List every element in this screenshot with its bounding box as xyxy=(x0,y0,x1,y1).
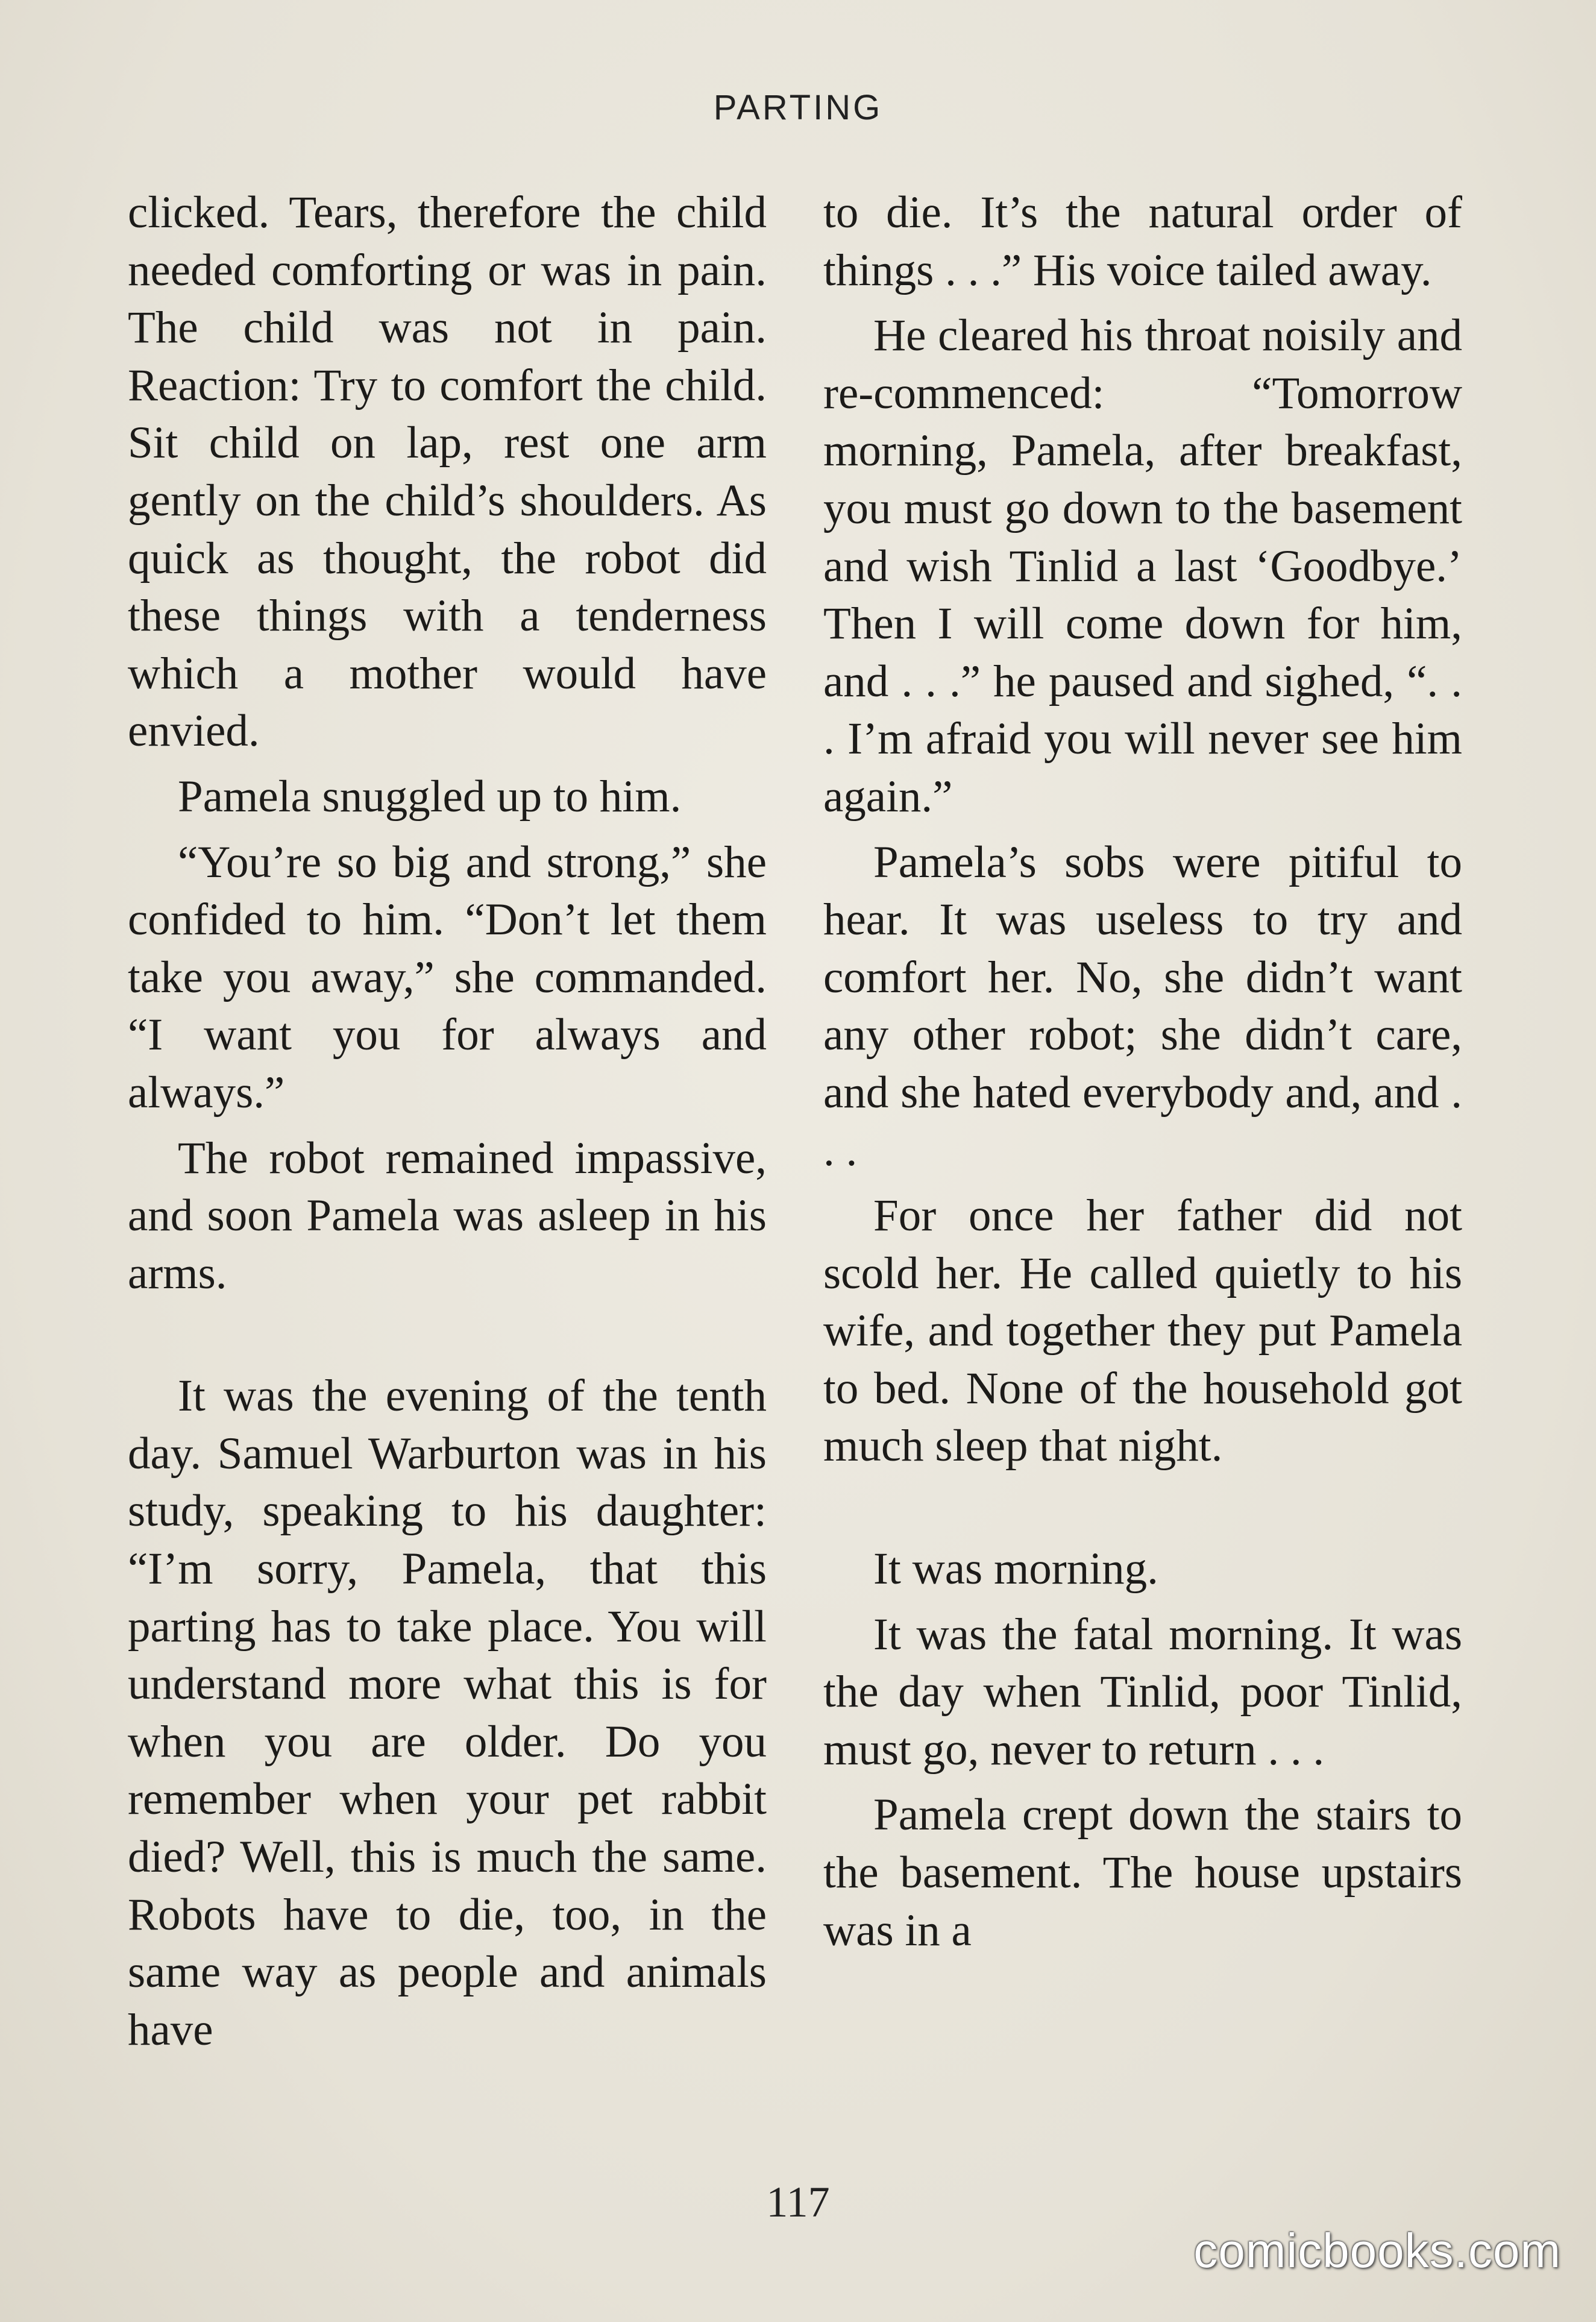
paragraph: Pamela’s sobs were pitiful to hear. It was useless to try and comfort her. No, she didn’t want any other robot; she didn’t care, and she hated everybody and, and . . . xyxy=(823,837,1462,1175)
section-break xyxy=(823,1483,1462,1540)
running-head: PARTING xyxy=(713,88,883,127)
paragraph: Pamela snuggled up to him. xyxy=(178,771,682,822)
paragraph: He cleared his throat noisily and re-commenced: “Tomorrow morning, Pamela, after breakfast, you must go down to the basement and wish Tinlid a last ‘Goodbye.’ Then I will come down for him, and . . .” he paused and sighed, “. . . I’m afraid you will never see him again.” xyxy=(823,310,1462,822)
paragraph: It was the evening of the tenth day. Samuel Warburton was in his study, speaking to his daughter: “I’m sorry, Pamela, that this parting has to take place. You will understand more what this is for when you are older. Do you remember when your pet rabbit died? Well, this is much the same. Robots have to die, too, in the same way as people and animals have xyxy=(128,1371,767,2055)
section-break xyxy=(128,1310,767,1367)
paragraph: It was the fatal morning. It was the day when Tinlid, poor Tinlid, must go, never to return . . . xyxy=(823,1609,1462,1775)
page-number: 117 xyxy=(766,2178,830,2226)
paragraph: For once her father did not scold her. He called quietly to his wife, and together they put Pamela to bed. None of the household got much sleep that night. xyxy=(823,1191,1462,1471)
watermark: comicbooks.com xyxy=(1193,2224,1561,2277)
paragraph: Pamela crept down the stairs to the basement. The house upstairs was in a xyxy=(823,1790,1462,1955)
left-column xyxy=(128,184,767,2066)
right-column xyxy=(823,184,1462,1967)
paragraph: “You’re so big and strong,” she confided to him. “Don’t let them take you away,” she commanded. “I want you for always and always.” xyxy=(128,837,767,1118)
paragraph: It was morning. xyxy=(873,1544,1158,1594)
paragraph: clicked. Tears, therefore the child needed comforting or was in pain. The child was not in pain. Reaction: Try to comfort the child. Sit child on lap, rest one arm gently on the child’s shoulders. As quick as thought, the robot did these things with a tenderness which a mother would have envied. xyxy=(128,187,767,757)
paragraph: The robot remained impassive, and soon Pamela was asleep in his arms. xyxy=(128,1133,767,1298)
paragraph: to die. It’s the natural order of things . . .” His voice tailed away. xyxy=(823,187,1462,295)
